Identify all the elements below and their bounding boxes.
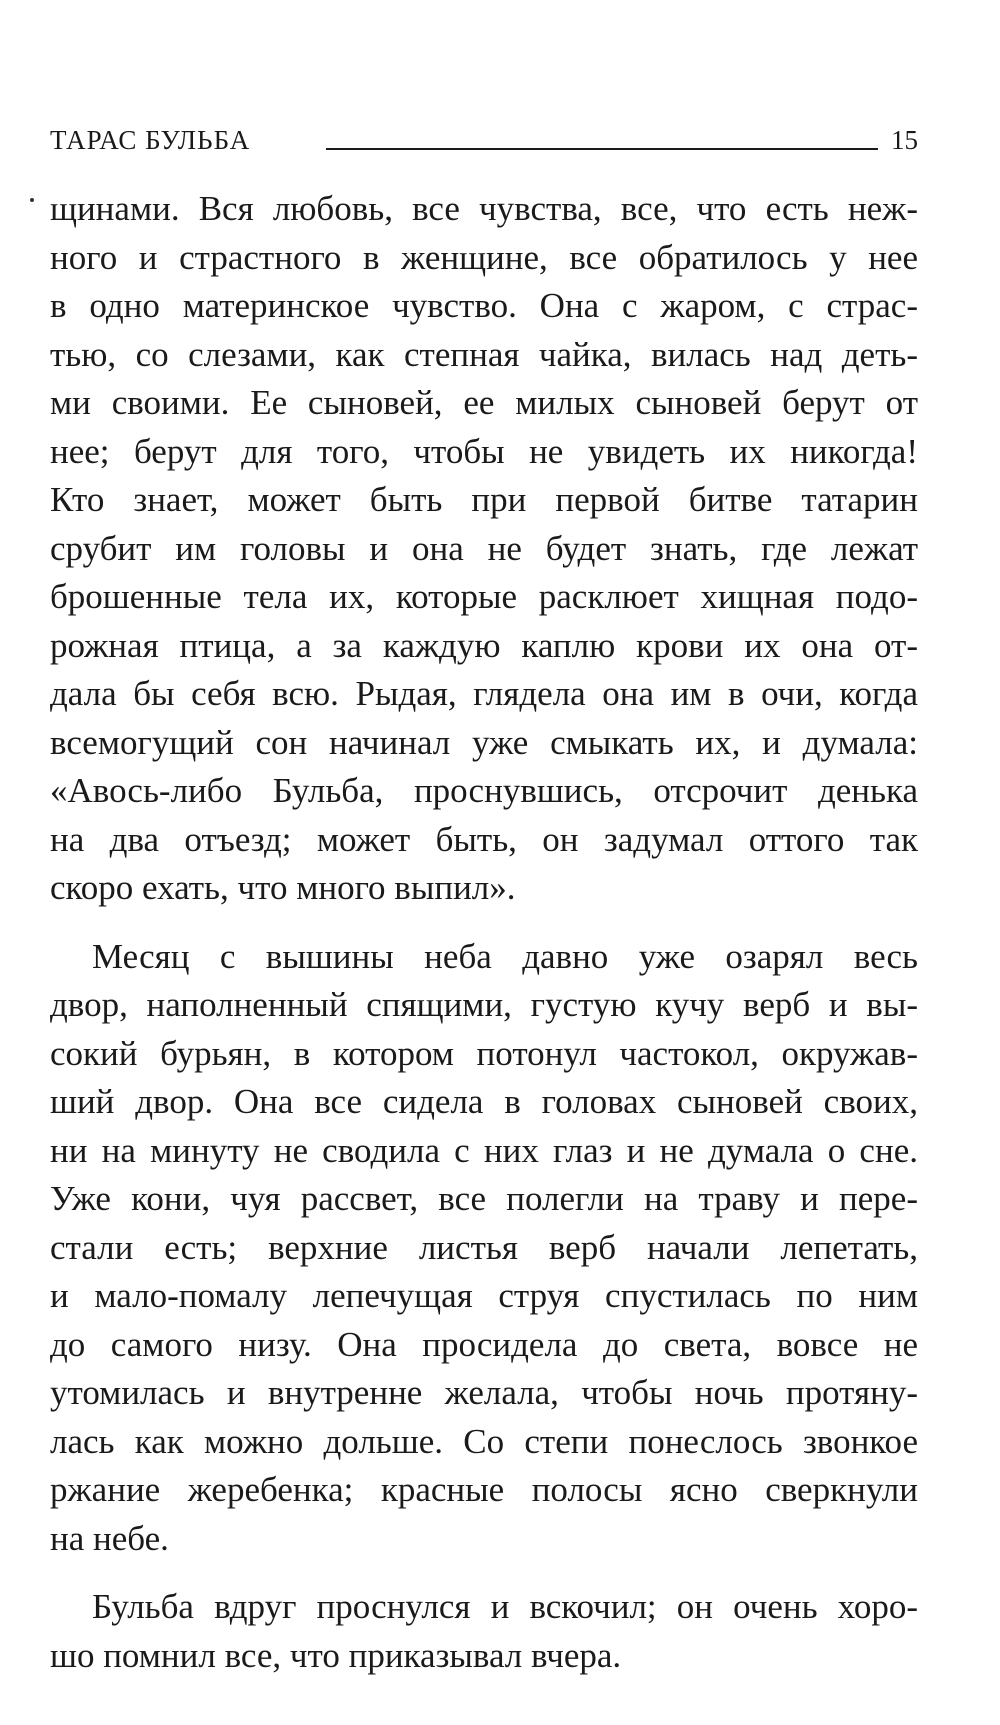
text-line: в одно материнское чувство. Она с жаром, с страс- <box>50 286 918 325</box>
text-line: срубит им головы и она не будет знать, где лежат <box>50 528 918 568</box>
text-line: ни на минуту не сводила с них глаз и не думала о сне. <box>50 1130 918 1170</box>
text-line: ми своими. Ее сыновей, ее милых сыновей берут от <box>50 383 918 422</box>
text-line: Месяц с вышины неба давно уже озарял весь <box>92 936 918 976</box>
body-text <box>50 185 918 1680</box>
text-line: щинами. Вся любовь, все чувства, все, что есть неж- <box>50 189 918 228</box>
text-line: на небе. <box>50 1518 169 1558</box>
text-line: ного и страстного в женщине, все обратилось у нее <box>50 237 918 277</box>
text-line: утомилась и внутренне желала, чтобы ночь протяну- <box>50 1373 918 1412</box>
text-line: скоро ехать, что много выпил». <box>50 868 516 907</box>
header-rule <box>326 148 878 150</box>
text-line: всемогущий сон начинал уже смыкать их, и думала: <box>50 722 918 762</box>
text-line: рожная птица, а за каждую каплю крови их она от- <box>50 625 918 665</box>
text-line: ржание жеребенка; красные полосы ясно сверкнули <box>50 1470 918 1509</box>
text-line: брошенные тела их, которые расклюет хищная подо- <box>50 577 918 616</box>
page-number: 15 <box>891 125 918 155</box>
text-line: сокий бурьян, в котором потонул частокол, окружав- <box>50 1033 918 1073</box>
text-line: Бульба вдруг проснулся и вскочил; он очень хоро- <box>92 1587 918 1626</box>
running-head <box>50 124 918 164</box>
text-line: шо помнил все, что приказывал вчера. <box>50 1635 622 1675</box>
text-line: на два отъезд; может быть, он задумал оттого так <box>50 819 918 859</box>
paragraph-gap <box>50 1563 918 1583</box>
stray-ink-mark <box>30 198 34 202</box>
paragraph <box>50 185 918 913</box>
text-line: и мало-помалу лепечущая струя спустилась по ним <box>50 1276 918 1315</box>
text-line: «Авось-либо Бульба, проснувшись, отсрочит денька <box>50 771 918 810</box>
text-line: Уже кони, чуя рассвет, все полегли на траву и пере- <box>50 1179 918 1218</box>
text-line: двор, наполненный спящими, густую кучу верб и вы- <box>50 985 918 1024</box>
text-line: тью, со слезами, как степная чайка, вилась над деть- <box>50 334 918 374</box>
paragraph-gap <box>50 913 918 933</box>
book-title: ТАРАС БУЛЬБА <box>50 125 251 155</box>
text-line: до самого низу. Она просидела до света, вовсе не <box>50 1324 918 1364</box>
text-line: Кто знает, может быть при первой битве татарин <box>50 480 918 519</box>
text-line: стали есть; верхние листья верб начали лепетать, <box>50 1227 918 1267</box>
text-line: ший двор. Она все сидела в головах сыновей своих, <box>50 1082 918 1121</box>
text-line: лась как можно дольше. Со степи понеслось звонкое <box>50 1421 918 1461</box>
paragraph <box>50 1583 918 1680</box>
paragraph <box>50 933 918 1564</box>
text-line: нее; берут для того, чтобы не увидеть их никогда! <box>50 431 918 471</box>
text-line: дала бы себя всю. Рыдая, глядела она им в очи, когда <box>50 674 918 713</box>
